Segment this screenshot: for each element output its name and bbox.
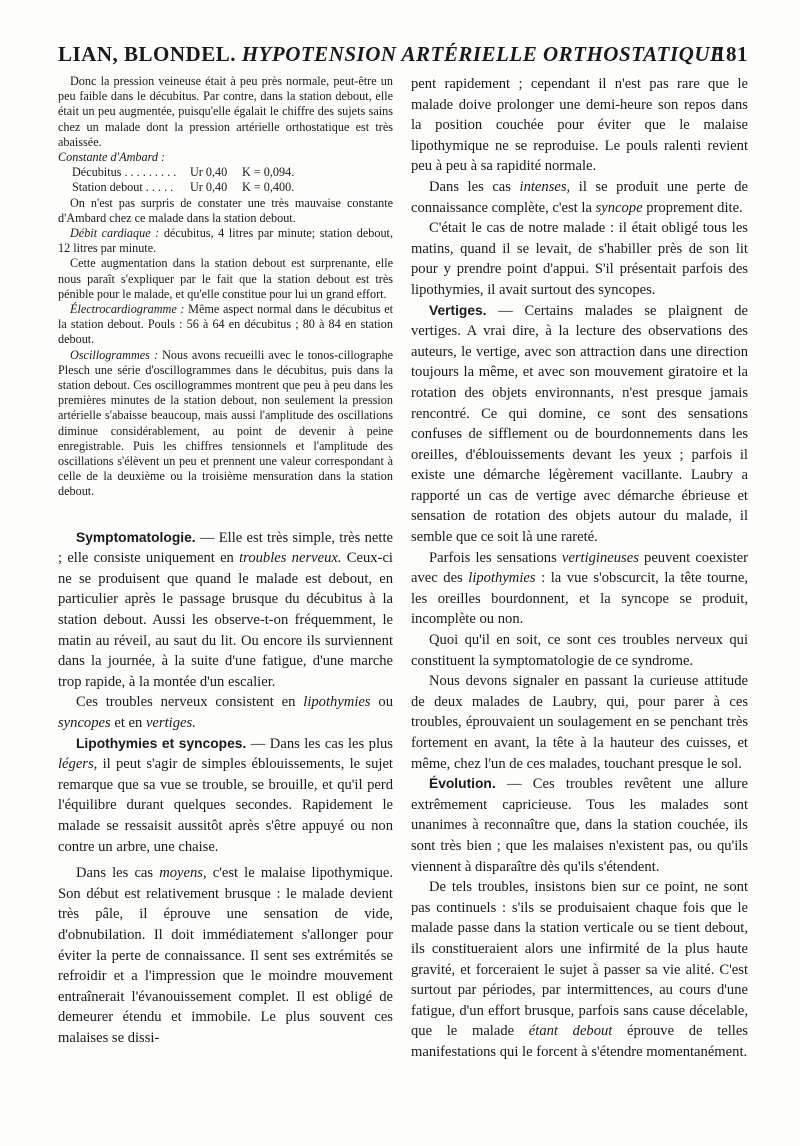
section-heading: Lipothymies et syncopes. <box>76 735 247 751</box>
paragraph: On n'est pas surpris de constater une très mauvaise constante d'Ambard chez ce malade dans la station debout. <box>58 195 393 225</box>
section-heading: Vertiges. <box>429 302 487 318</box>
paragraph: Dans les cas intenses, il se produit une perte de connaissance complète, c'est la syncope proprement dite. <box>411 178 748 216</box>
header-article-title: HYPOTENSION ARTÉRIELLE ORTHOSTATIQUE <box>241 42 725 66</box>
left-column <box>58 74 393 1063</box>
ambard-row-decubitus: Décubitus . . . . . . . . . Ur 0,40 K = 0,094. <box>72 165 295 180</box>
main-text-left <box>58 528 393 1049</box>
paragraph: De tels troubles, insistons bien sur ce point, ne sont pas continuels : s'ils se produisaient chaque fois que le malade passe dans la station verticale ou se tient debout, ils constitueraient alors une infirmité de la plus haute gravité, et forceraient le sujet à passer sa vie alité. C'est surtout par périodes, par intermittences, au cours d'une fatigue, d'un effort brusque, parfois sans cause décelable, que le malade étant debout éprouve de telles manifestations qui le forcent à s'étendre momentanément. <box>411 879 748 1060</box>
paragraph: pent rapidement ; cependant il n'est pas rare que le malade doive prolonger une demi-heure son repos dans la position couchée pour éviter que le malaise lipothymique ne se reproduise. Le pouls ralenti revient peu à peu à sa rapidité normale. <box>411 76 748 175</box>
paragraph: Donc la pression veineuse était à peu près normale, peut-être un peu faible dans le décubitus. Par contre, dans la station debout, elle était un peu augmentée, puisqu'elle égalait le chiffre des sujets sains chez un malade dont la pression artérielle orthostatique est très abaissée. <box>58 74 393 149</box>
running-header <box>58 38 748 74</box>
vertiges-paragraph: Vertiges. — Certains malades se plaignent de vertiges. A vrai dire, à la lecture des observations des auteurs, le vertige, avec son attraction dans une direction toujours la même, et avec son mouvement giratoire et la rotation des objets environnants, n'est presque jamais rencontré. Ce qui domine, ce sont des sensations confuses de sifflement ou de bourdonnements dans les oreilles, d'éblouissements devant les yeux ; parfois il existe une démarche légèrement vacillante. Laubry a rapporté un cas de vertige avec démarche ébrieuse et sensation de rotation des objets autour du malade, il semble que ce soit là une rareté. <box>411 302 748 546</box>
symptomatologie-paragraph: Symptomatologie. — Elle est très simple, très nette ; elle consiste uniquement en troubles nerveux. Ceux-ci ne se produisent que quand le malade est debout, en particulier après le passage brusque du décubitus à la station debout. Aussi les observe-t-on fréquemment, le matin au réveil, au saut du lit. Ou encore ils surviennent dans la journée, à la suite d'une fatigue, d'une marche trop rapide, à la montée d'un escalier. <box>58 529 393 690</box>
section-heading: Symptomatologie. <box>76 529 196 545</box>
section-heading: Évolution. <box>429 776 496 792</box>
paragraph: Parfois les sensations vertigineuses peuvent coexister avec des lipothymies : la vue s'obscurcit, la tête tourne, les oreilles bourdonnent, et la syncope se produit, incomplète ou non. <box>411 549 748 628</box>
oscillogrammes: Oscillogrammes : Nous avons recueilli avec le tonos-cillographe Plesch une série d'oscillogrammes dans le décubitus, puis dans la station debout. Ces oscillogrammes montrent que peu à peu dans les premières minutes de la station debout, non seulement la pression artérielle s'abaisse beaucoup, mais aussi l'amplitude des oscillations diminue considérablement, au point de devenir à peine enregistrable. Puis les chiffres tensionnels et l'amplitude des oscillations s'élèvent un peu et prennent une valeur correspondant à celle de la deuxième ou la troisième mensuration dans la station debout. <box>58 347 393 499</box>
paragraph: C'était le cas de notre malade : il était obligé tous les matins, quand il se levait, de s'habiller près de son lit pour y prendre point d'appui. S'il présentait parfois des lipothymies, il avait surtout des syncopes. <box>411 220 748 298</box>
paragraph: Nous devons signaler en passant la curieuse attitude de deux malades de Laubry, qui, pour parer à ces troubles, éprouvaient un soulagement en se penchant très fortement en avant, la tête à la hauteur des cuisses, et même, chez l'un de ces malades, touchant presque le sol. <box>411 673 748 772</box>
paragraph: Cette augmentation dans la station debout est surprenante, elle nous paraît s'expliquer par le fait que la station debout est très pénible pour le malade, et qu'elle constitue pour lui un grand effort. <box>58 256 393 301</box>
main-text-right <box>411 74 748 1063</box>
ambard-label: Constante d'Ambard : <box>58 150 166 165</box>
page-number: 181 <box>715 42 748 66</box>
ambard-row-station-debout: Station debout . . . . . Ur 0,40 K = 0,400. <box>72 180 295 195</box>
header-authors: LIAN, BLONDEL. <box>58 42 236 66</box>
debit-cardiaque: Débit cardiaque : décubitus, 4 litres par minute; station debout, 12 litres par minute. <box>58 226 393 256</box>
observation-notes <box>58 74 393 500</box>
header-title <box>58 42 725 67</box>
electrocardiogramme: Électrocardiogramme : Même aspect normal dans le décubitus et la station debout. Pouls : 56 à 64 en décubitus ; 80 à 84 en station debout. <box>58 302 394 347</box>
paragraph: Quoi qu'il en soit, ce sont ces troubles nerveux qui constituent la symptomatologie de ce syndrome. <box>411 632 748 669</box>
evolution-paragraph: Évolution. — Ces troubles revêtent une allure extrêmement capricieuse. Tous les malades sont unanimes à reconnaître que, dans la station couchée, ils sont très bien ; que les malaises n'existent pas, ou qu'ils viennent à disparaître dès qu'ils s'étendent. <box>411 776 748 875</box>
paragraph: Ces troubles nerveux consistent en lipothymies ou syncopes et en vertiges. <box>58 694 393 732</box>
paragraph: Dans les cas moyens, c'est le malaise lipothymique. Son début est relativement brusque : le malade devient très pâle, il éprouve une sensation de vide, d'obnubilation. Il doit immédiatement s'allonger pour éviter la perte de connaissance. Il sent ses extrémités se refroidir et a l'impression que le moindre mouvement entraînerait l'évanouissement complet. Il est obligé de demeurer étendu et immobile. Le plus souvent ces malaises se dissi- <box>58 865 393 1046</box>
lipothymies-paragraph: Lipothymies et syncopes. — Dans les cas les plus légers, il peut s'agir de simples éblouissements, le sujet remarque que sa vue se trouble, se brouille, et qu'il perd l'équilibre durant quelques secondes. Rapidement le malade se ressaisit aussitôt après s'être appuyé ou non contre un arbre, une chaise. <box>58 735 393 855</box>
right-column <box>411 74 748 1063</box>
